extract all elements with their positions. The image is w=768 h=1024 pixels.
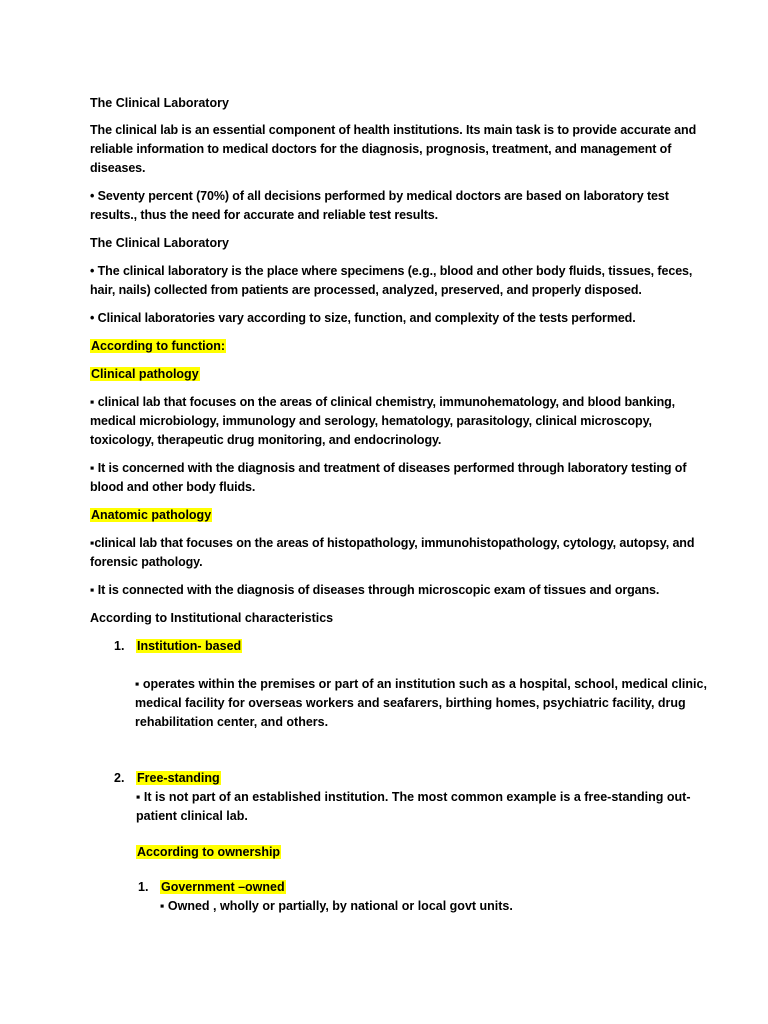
clinical-pathology-description: ▪ clinical lab that focuses on the areas of clinical chemistry, immunohematology, and blood banking, medical microbiology, immunology and serology, hematology, parasitology, clinical microscopy, toxicology, therapeutic drug monitoring, and endocrinology. (90, 395, 676, 447)
labs-vary-bullet: • Clinical laboratories vary according to size, function, and complexity of the tests performed. (90, 311, 636, 325)
according-to-function-heading (90, 337, 708, 356)
free-standing-description: ▪ It is not part of an established institution. The most common example is a free-standing out-patient clinical lab. (136, 790, 691, 823)
government-owned-list-item (138, 878, 708, 897)
clinical-pathology-concern: ▪ It is concerned with the diagnosis and treatment of diseases performed through laboratory testing of blood and other body fluids. (90, 461, 687, 494)
institutional-characteristics-heading: According to Institutional characteristics (90, 611, 334, 625)
free-standing-number: 2. (114, 771, 125, 785)
specimen-place-bullet: • The clinical laboratory is the place where specimens (e.g., blood and other body fluids, tissues, feces, hair, nails) collected from patients are processed, analyzed, preserved, and properly disposed. (90, 264, 693, 297)
institution-based-number: 1. (114, 639, 125, 653)
intro-paragraph: The clinical lab is an essential component of health institutions. Its main task is to provide accurate and reliable information to medical doctors for the diagnosis, prognosis, treatment, and management of diseases. (90, 123, 697, 175)
clinical-pathology-label: Clinical pathology (91, 367, 199, 381)
anatomic-pathology-heading (90, 506, 708, 525)
government-owned-description: ▪ Owned , wholly or partially, by national or local govt units. (160, 899, 513, 913)
according-to-ownership-heading (136, 843, 708, 862)
anatomic-pathology-label: Anatomic pathology (91, 508, 212, 522)
government-owned-number: 1. (138, 880, 149, 894)
anatomic-pathology-description: ▪clinical lab that focuses on the areas of histopathology, immunohistopathology, cytology, autopsy, and forensic pathology. (90, 536, 695, 569)
institution-based-label: Institution- based (137, 639, 242, 653)
seventy-percent-bullet: • Seventy percent (70%) of all decisions performed by medical doctors are based on laboratory test results., thus the need for accurate and reliable test results. (90, 189, 669, 222)
free-standing-label: Free-standing (137, 771, 220, 785)
clinical-pathology-heading (90, 365, 708, 384)
section-subtitle: The Clinical Laboratory (90, 236, 229, 250)
institution-based-description: ▪ operates within the premises or part of an institution such as a hospital, school, medical clinic, medical facility for overseas workers and seafarers, birthing homes, psychiatric facility, drug rehabilitation center, and others. (135, 677, 707, 729)
according-to-ownership-label: According to ownership (137, 845, 281, 859)
according-to-function-label: According to function: (91, 339, 226, 353)
anatomic-pathology-connection: ▪ It is connected with the diagnosis of diseases through microscopic exam of tissues and organs. (90, 583, 660, 597)
government-owned-label: Government –owned (161, 880, 285, 894)
institution-based-list-item (114, 637, 708, 656)
document-title: The Clinical Laboratory (90, 96, 229, 110)
free-standing-list-item (114, 769, 708, 788)
